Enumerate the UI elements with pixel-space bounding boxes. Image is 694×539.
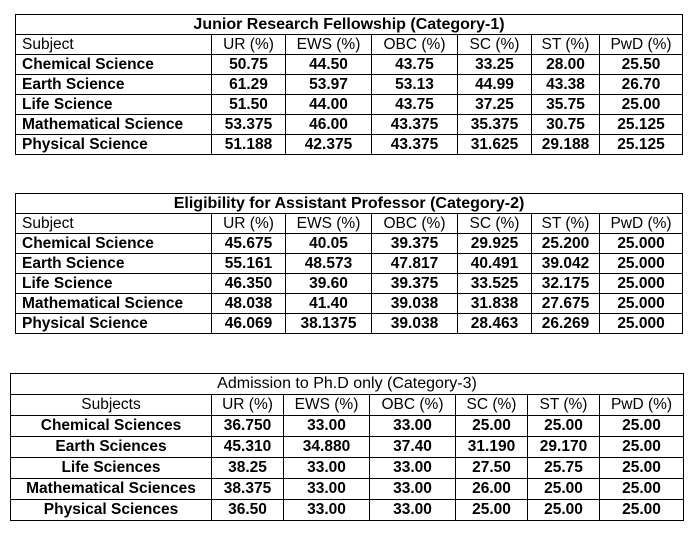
value-cell: 33.00 [284, 500, 370, 521]
table-row [11, 416, 684, 437]
subject-cell: Life Science [16, 95, 212, 115]
value-cell: 44.50 [286, 55, 372, 75]
value-cell: 25.00 [600, 437, 684, 458]
value-cell: 25.200 [532, 234, 600, 254]
value-cell: 43.38 [532, 75, 600, 95]
column-header: PwD (%) [600, 214, 683, 234]
value-cell: 41.40 [286, 294, 372, 314]
value-cell: 43.75 [372, 55, 458, 75]
subject-cell: Earth Science [16, 254, 212, 274]
value-cell: 25.00 [456, 416, 528, 437]
value-cell: 43.375 [372, 115, 458, 135]
column-header: UR (%) [212, 35, 286, 55]
table-title: Junior Research Fellowship (Category-1) [16, 15, 683, 35]
value-cell: 39.375 [372, 234, 458, 254]
table-row [16, 234, 683, 254]
value-cell: 30.75 [532, 115, 600, 135]
value-cell: 48.573 [286, 254, 372, 274]
value-cell: 29.925 [458, 234, 532, 254]
column-header: ST (%) [532, 35, 600, 55]
jrf-cutoff-table [15, 14, 683, 155]
column-header: SC (%) [458, 214, 532, 234]
value-cell: 34.880 [284, 437, 370, 458]
value-cell: 43.375 [372, 135, 458, 155]
value-cell: 33.25 [458, 55, 532, 75]
value-cell: 25.50 [600, 55, 683, 75]
value-cell: 25.00 [528, 500, 600, 521]
value-cell: 36.50 [212, 500, 284, 521]
value-cell: 43.75 [372, 95, 458, 115]
value-cell: 48.038 [212, 294, 286, 314]
value-cell: 25.000 [600, 274, 683, 294]
value-cell: 25.000 [600, 234, 683, 254]
value-cell: 31.190 [456, 437, 528, 458]
table-title: Eligibility for Assistant Professor (Category-2) [16, 194, 683, 214]
header-row [11, 395, 684, 416]
table-row [16, 95, 683, 115]
subject-cell: Life Science [16, 274, 212, 294]
value-cell: 38.1375 [286, 314, 372, 334]
value-cell: 37.40 [370, 437, 456, 458]
column-header: EWS (%) [284, 395, 370, 416]
value-cell: 44.00 [286, 95, 372, 115]
value-cell: 32.175 [532, 274, 600, 294]
value-cell: 31.838 [458, 294, 532, 314]
value-cell: 33.00 [370, 500, 456, 521]
column-header: Subject [16, 214, 212, 234]
table-row [11, 458, 684, 479]
subject-cell: Mathematical Sciences [11, 479, 212, 500]
value-cell: 25.000 [600, 294, 683, 314]
column-header: ST (%) [528, 395, 600, 416]
value-cell: 26.00 [456, 479, 528, 500]
subject-cell: Chemical Sciences [11, 416, 212, 437]
value-cell: 25.125 [600, 115, 683, 135]
value-cell: 29.170 [528, 437, 600, 458]
value-cell: 25.00 [600, 416, 684, 437]
value-cell: 28.463 [458, 314, 532, 334]
value-cell: 39.375 [372, 274, 458, 294]
table-row [16, 55, 683, 75]
column-header: OBC (%) [372, 214, 458, 234]
value-cell: 33.00 [284, 479, 370, 500]
header-row [16, 214, 683, 234]
value-cell: 29.188 [532, 135, 600, 155]
subject-cell: Chemical Science [16, 55, 212, 75]
column-header: EWS (%) [286, 35, 372, 55]
value-cell: 25.125 [600, 135, 683, 155]
column-header: PwD (%) [600, 35, 683, 55]
value-cell: 47.817 [372, 254, 458, 274]
subject-cell: Mathematical Science [16, 294, 212, 314]
value-cell: 25.00 [600, 479, 684, 500]
column-header: OBC (%) [370, 395, 456, 416]
column-header: ST (%) [532, 214, 600, 234]
value-cell: 33.525 [458, 274, 532, 294]
column-header: UR (%) [212, 395, 284, 416]
value-cell: 40.05 [286, 234, 372, 254]
subject-cell: Mathematical Science [16, 115, 212, 135]
value-cell: 25.00 [600, 500, 684, 521]
table-row [16, 115, 683, 135]
value-cell: 53.13 [372, 75, 458, 95]
value-cell: 42.375 [286, 135, 372, 155]
column-header: PwD (%) [600, 395, 684, 416]
value-cell: 53.97 [286, 75, 372, 95]
column-header: OBC (%) [372, 35, 458, 55]
value-cell: 33.00 [370, 458, 456, 479]
table-title: Admission to Ph.D only (Category-3) [11, 374, 684, 395]
value-cell: 39.038 [372, 314, 458, 334]
subject-cell: Earth Science [16, 75, 212, 95]
column-header: EWS (%) [286, 214, 372, 234]
value-cell: 25.000 [600, 254, 683, 274]
value-cell: 40.491 [458, 254, 532, 274]
value-cell: 51.188 [212, 135, 286, 155]
table-row [11, 437, 684, 458]
value-cell: 33.00 [370, 416, 456, 437]
value-cell: 36.750 [212, 416, 284, 437]
column-header: Subjects [11, 395, 212, 416]
table-row [16, 75, 683, 95]
value-cell: 26.70 [600, 75, 683, 95]
value-cell: 26.269 [532, 314, 600, 334]
table-row [16, 135, 683, 155]
value-cell: 39.60 [286, 274, 372, 294]
value-cell: 31.625 [458, 135, 532, 155]
table-row [16, 254, 683, 274]
subject-cell: Physical Science [16, 314, 212, 334]
column-header: Subject [16, 35, 212, 55]
subject-cell: Physical Sciences [11, 500, 212, 521]
assistant-professor-cutoff-table [15, 193, 683, 334]
header-row [16, 35, 683, 55]
value-cell: 45.675 [212, 234, 286, 254]
value-cell: 53.375 [212, 115, 286, 135]
value-cell: 35.75 [532, 95, 600, 115]
value-cell: 33.00 [284, 416, 370, 437]
value-cell: 46.350 [212, 274, 286, 294]
value-cell: 25.75 [528, 458, 600, 479]
table-row [16, 274, 683, 294]
subject-cell: Life Sciences [11, 458, 212, 479]
value-cell: 25.00 [600, 95, 683, 115]
table-row [11, 500, 684, 521]
value-cell: 39.038 [372, 294, 458, 314]
subject-cell: Chemical Science [16, 234, 212, 254]
column-header: SC (%) [458, 35, 532, 55]
value-cell: 28.00 [532, 55, 600, 75]
column-header: UR (%) [212, 214, 286, 234]
table-row [16, 314, 683, 334]
value-cell: 25.00 [528, 416, 600, 437]
value-cell: 38.25 [212, 458, 284, 479]
phd-admission-cutoff-table [10, 373, 684, 521]
value-cell: 61.29 [212, 75, 286, 95]
table-row [11, 479, 684, 500]
value-cell: 35.375 [458, 115, 532, 135]
value-cell: 51.50 [212, 95, 286, 115]
value-cell: 44.99 [458, 75, 532, 95]
value-cell: 25.00 [456, 500, 528, 521]
column-header: SC (%) [456, 395, 528, 416]
value-cell: 45.310 [212, 437, 284, 458]
value-cell: 33.00 [284, 458, 370, 479]
subject-cell: Physical Science [16, 135, 212, 155]
value-cell: 55.161 [212, 254, 286, 274]
value-cell: 38.375 [212, 479, 284, 500]
value-cell: 25.00 [600, 458, 684, 479]
subject-cell: Earth Sciences [11, 437, 212, 458]
value-cell: 27.675 [532, 294, 600, 314]
value-cell: 37.25 [458, 95, 532, 115]
value-cell: 39.042 [532, 254, 600, 274]
value-cell: 25.000 [600, 314, 683, 334]
value-cell: 50.75 [212, 55, 286, 75]
value-cell: 25.00 [528, 479, 600, 500]
value-cell: 27.50 [456, 458, 528, 479]
value-cell: 46.069 [212, 314, 286, 334]
value-cell: 46.00 [286, 115, 372, 135]
table-row [16, 294, 683, 314]
value-cell: 33.00 [370, 479, 456, 500]
